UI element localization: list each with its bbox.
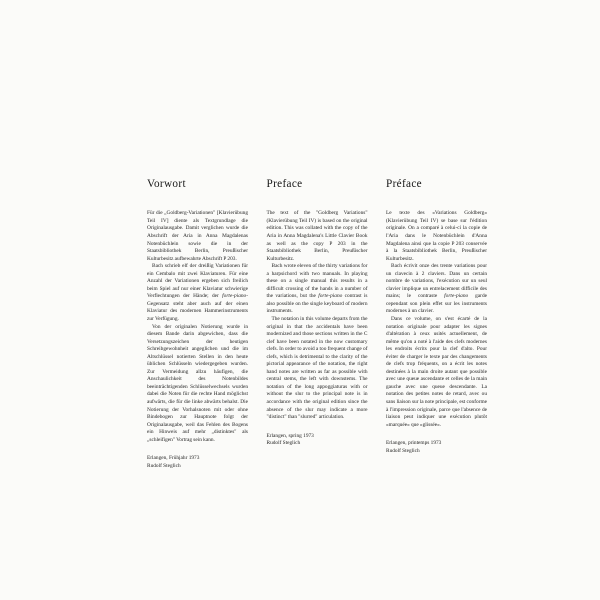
paragraph: Bach wrote eleven of the thirty variations for a harpsichord with two manuals. In playing these on a single manual this results in a difficult crossing of the hands in a number of the variations, but the forte-piano contrast is also possible on the single keyboard of modern instruments. (266, 263, 368, 315)
paragraph: Dans ce volume, on s'est écarté de la notation originale pour adapter les signes d'altération à ceux usités actuellement, de même qu'on a noté à l'aide des clefs modernes les endroits écrits pour la clef d'alto. Pour éviter de charger le texte par des changements de clefs trop fréquents, on a écrit les notes destinées à la main droite autant que possible avec une queue ascendante et celles de la main gauche avec une queue descendante. La notation des petites notes de retard, avec ou sans liaison sur la note principale, est conforme à l'impression originale, parce que l'absence de liaison peut indiquer une exécution plutôt «marquée» que «glissée». (386, 315, 487, 428)
signature-english (267, 433, 368, 448)
musical-term: forte-piano (222, 293, 247, 300)
column-body-french (386, 210, 487, 429)
signature-place-date: Erlangen, Frühjahr 1973 (147, 455, 200, 462)
paragraph: Von der originalen Notierung wurde in diesem Bande darin abgewichen, dass die Versetzungszeichen der heutigen Schreibgewohnheit angeglichen und die im Altschlüssel notierten Stellen in den heute üblichen Schlüsseln wiedergegeben wurden. Zur Vermeidung allzu häufigen, die Anschaulichkeit des Notenbildes beeinträchtigenden Schlüsselwechsels wurden dabei die Noten für die rechte Hand möglichst aufwärts, die für die linke abwärts behalst. Die Notierung der Vorhalsnoten mit oder ohne Bindebogen zur Hauptnote folgt der Originalausgabe, weil das Fehlen des Bogens ein Hinweis auf mehr „distinktes" als „schleifigen" Vortrag sein kann. (147, 323, 248, 443)
column-heading-german: Vorwort (147, 178, 186, 190)
paragraph: Für die „Goldberg-Variationen" [Klavierübung Teil IV] diente als Textgrundlage die Originalausgabe. Damit verglichen wurde die Abschrift der Aria in Anna Magdalenas Notenbüchlein sowie die in der Staatsbibliothek Berlin, Preußischer Kulturbesitz aufbewahrte Abschrift P 203. (147, 210, 248, 262)
paragraph: Bach schrieb elf der dreißig Variationen für ein Cembalo mit zwei Klaviaturen. Für eine Anzahl der Variationen ergeben sich freilich beim Spiel auf nur einer Klaviatur schwierige Verflechtungen der Hände; der forte-piano-Gegensatz steht aber auch auf der einen Klaviatur des modernen Hammerinstruments zur Verfügung. (147, 263, 248, 322)
signature-french (386, 440, 487, 455)
preface-column-german (147, 178, 248, 470)
musical-term: forte-piano (318, 293, 343, 300)
signature-german (147, 455, 248, 470)
preface-column-english (267, 178, 368, 448)
column-body-german (147, 210, 248, 444)
paragraph: Bach écrivit onze des trente variations pour un clavecin à 2 claviers. Dans un certain nombre de variations, l'exécution sur un seul clavier implique un entrelacement difficile des mains; le contraste forte-piano garde cependant son plein effet sur les instruments modernes à un clavier. (386, 263, 487, 315)
signature-place-date: Erlangen, printemps 1973 (386, 440, 442, 447)
column-body-english (267, 210, 368, 421)
musical-term: forte-piano (444, 293, 469, 300)
preface-column-french (386, 178, 487, 455)
signature-author: Rudolf Steglich (266, 440, 301, 447)
paragraph: The notation in this volume departs from the original in that the accidentals have been modernized and those sections written in the C clef have been notated in the now customary clefs. In order to avoid a too frequent change of clefs, which is detrimental to the clarity of the pictorial appearance of the notation, the right hand notes are written as far as possible with central stems, the left with downstems. The notation of the long appoggiaturas with or without the slur to the principal note is in accordance with the original edition since the absence of the slur may indicate a more "distinct" than "slurred" articulation. (266, 315, 368, 421)
preface-columns (147, 178, 487, 470)
column-heading-english: Preface (266, 178, 303, 190)
paragraph: Le texte des «Variations Goldberg» (Klavierübung Teil IV) se base sur l'édition originale. On a comparé à celui-ci la copie de l'Aria dans le Notenbüchlein d'Anna Magdalena ainsi que la copie P 203 conservée à la Staatsbibliothek Berlin, Preußischer Kulturbesitz. (386, 210, 487, 262)
signature-place-date: Erlangen, spring 1973 (266, 432, 314, 439)
signature-author: Rudolf Steglich (386, 447, 420, 454)
column-heading-french: Préface (386, 178, 422, 190)
paragraph: The text of the "Goldberg Variations" (Klavierübung Teil IV) is based on the original edition. This was collated with the copy of the Aria in Anna Magdalena's Little Clavier Book as well as the copy P 203 in the Staatsbibliothek Berlin, Preußischer Kulturbesitz. (266, 210, 368, 262)
signature-author: Rudolf Steglich (147, 462, 181, 469)
